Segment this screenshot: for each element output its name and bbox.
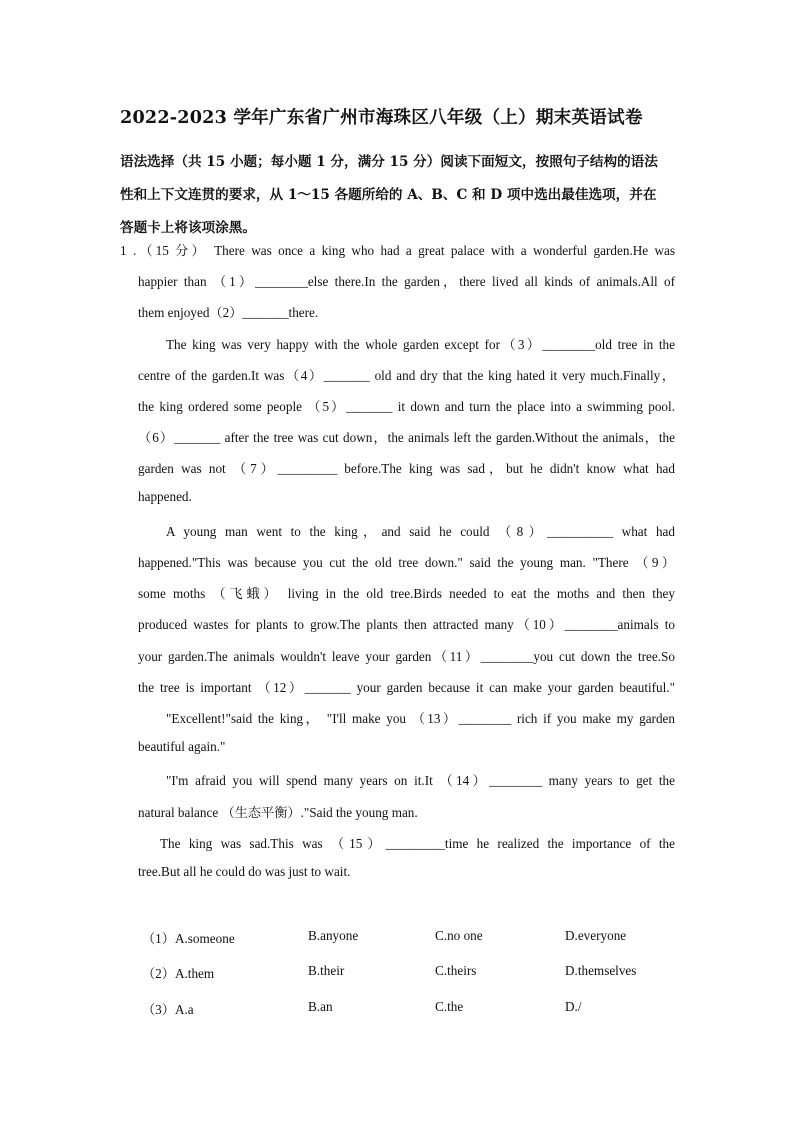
exam-title: 2022-2023 学年广东省广州市海珠区八年级（上）期末英语试卷 [120,107,643,128]
option-q3-a[interactable]: （3）A.a [142,1002,194,1017]
option-q2-b[interactable]: B.their [308,963,345,978]
passage-line: your garden.The animals wouldn't leave your garden（11）________you cut down the tree.So [138,649,675,664]
section-instructions [120,146,676,245]
option-q1-b[interactable]: B.anyone [308,928,359,943]
passage-line: 1 .（15 分） There was once a king who had a great palace with a wonderful garden.He was [120,243,675,258]
passage-line: The king was sad.This was （15）_________time he realized the importance of the [160,836,675,851]
passage-line: some moths （飞蛾） living in the old tree.Birds needed to eat the moths and then they [138,586,675,601]
passage-line: the king ordered some people （5）_______ it down and turn the place into a swimming pool. [138,399,675,414]
option-q3-c[interactable]: C.the [435,999,464,1014]
instruction-line: 性和上下文连贯的要求，从 1～15 各题所给的 A、B、C 和 D 项中选出最佳选项，并在 [120,187,657,203]
passage-line: happened. [138,489,192,504]
passage-line: happier than （1）________else there.In the garden，there lived all kinds of animals.All of [138,274,675,289]
passage-line: them enjoyed（2）_______there. [138,305,319,320]
option-q1-d[interactable]: D.everyone [565,928,627,943]
option-q2-c[interactable]: C.theirs [435,963,477,978]
passage-line: tree.But all he could do was just to wait. [138,864,351,879]
passage-line: "Excellent!"said the king， "I'll make you （13）________ rich if you make my garden [166,711,675,726]
passage-line: "I'm afraid you will spend many years on it.It （14）________ many years to get the [166,773,675,788]
option-q1-a[interactable]: （1）A.someone [142,931,235,946]
passage-line: A young man went to the king，and said he could （8）__________ what had [166,524,675,539]
option-q2-a[interactable]: （2）A.them [142,966,215,981]
passage-line: garden was not （7）_________ before.The king was sad，but he didn't know what had [138,461,675,476]
passage-line: beautiful again." [138,739,226,754]
passage-line: the tree is important （12）_______ your garden because it can make your garden beautiful." [138,680,675,695]
option-q3-d[interactable]: D./ [565,999,582,1014]
passage-line: natural balance （生态平衡）."Said the young man. [138,805,418,820]
passage-line: happened."This was because you cut the old tree down." said the young man. "There （9） [138,555,675,570]
passage-line: centre of the garden.It was（4）_______ old and dry that the king hated it very much.Finally， [138,368,675,383]
option-q1-c[interactable]: C.no one [435,928,483,943]
passage-line: produced wastes for plants to grow.The plants then attracted many（10）________animals to [138,617,675,632]
option-q3-b[interactable]: B.an [308,999,333,1014]
passage-line: The king was very happy with the whole garden except for（3）________old tree in the [166,337,675,352]
instruction-line: 答题卡上将该项涂黑。 [120,220,256,236]
passage-line: （6）_______ after the tree was cut down，the animals left the garden.Without the animals，the [138,430,675,445]
instruction-line: 语法选择（共 15 小题；每小题 1 分，满分 15 分）阅读下面短文，按照句子结构的语法 [120,154,658,170]
option-q2-d[interactable]: D.themselves [565,963,637,978]
